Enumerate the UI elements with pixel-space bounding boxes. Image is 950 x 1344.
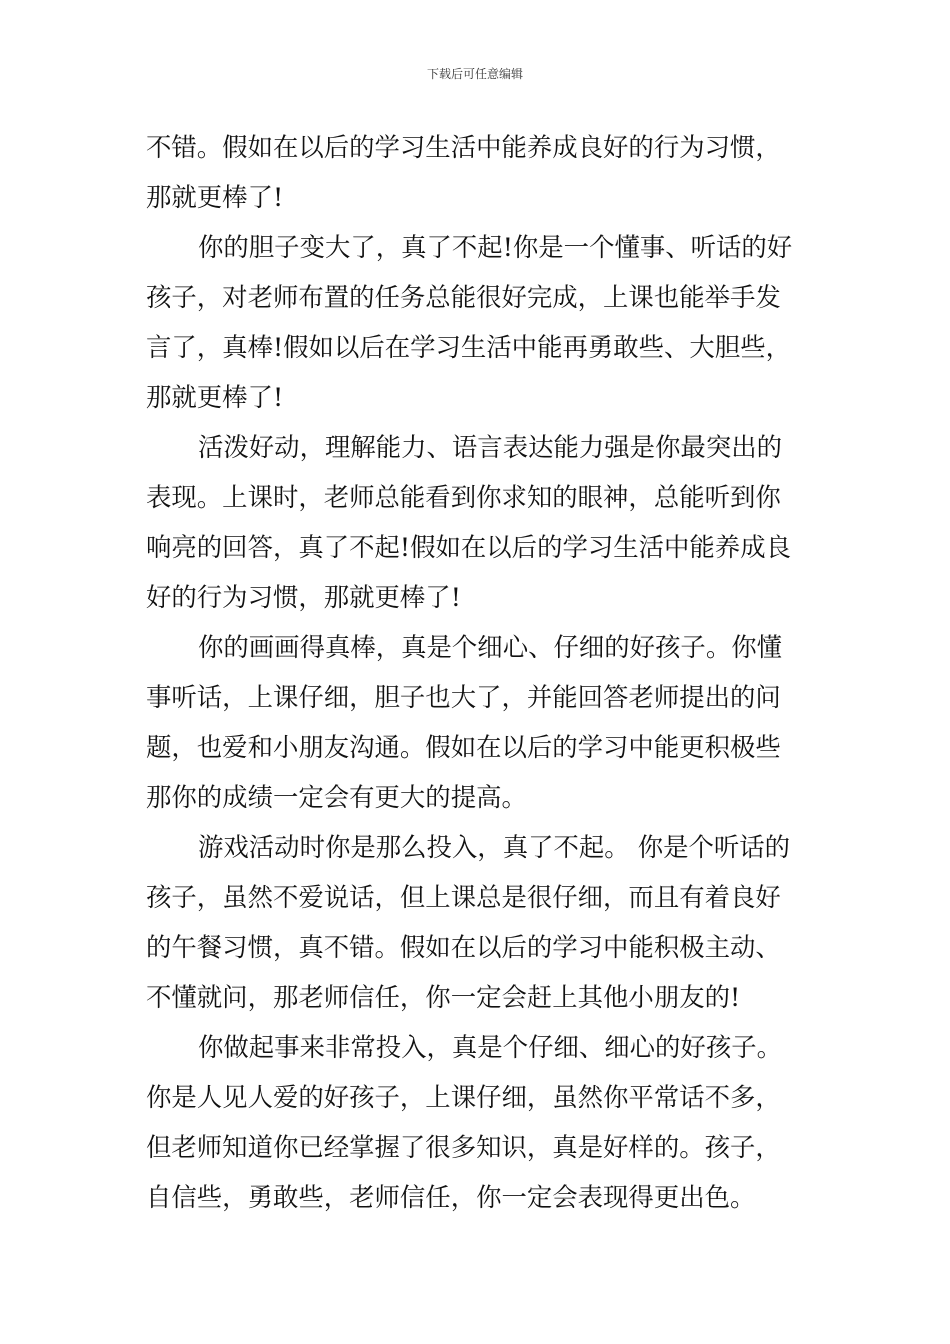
text-line: 活泼好动，理解能力、语言表达能力强是你最突出的 xyxy=(198,432,782,462)
text-line: 那你的成绩一定会有更大的提高。 xyxy=(146,782,527,812)
paragraph xyxy=(146,622,806,822)
text-line: 你的胆子变大了，真了不起!你是一个懂事、听话的好 xyxy=(198,232,793,262)
text-line: 你的画画得真棒，真是个细心、仔细的好孩子。你懂 xyxy=(198,632,782,662)
text-line: 响亮的回答，真了不起!假如在以后的学习生活中能养成良 xyxy=(146,532,791,562)
text-line: 那就更棒了! xyxy=(146,382,284,412)
text-line: 那就更棒了! xyxy=(146,182,284,212)
text-line: 你做起事来非常投入，真是个仔细、细心的好孩子。 xyxy=(198,1032,782,1062)
paragraph xyxy=(146,822,806,1022)
text-line: 的午餐习惯，真不错。假如在以后的学习中能积极主动、 xyxy=(146,932,781,962)
document-body xyxy=(146,122,806,1222)
text-line: 事听话，上课仔细，胆子也大了，并能回答老师提出的问 xyxy=(146,682,781,712)
text-line: 但老师知道你已经掌握了很多知识，真是好样的。孩子， xyxy=(146,1132,781,1162)
text-line: 好的行为习惯，那就更棒了! xyxy=(146,582,461,612)
text-line: 不懂就问，那老师信任，你一定会赶上其他小朋友的! xyxy=(146,982,741,1012)
text-line: 不错。假如在以后的学习生活中能养成良好的行为习惯， xyxy=(146,132,781,162)
text-line: 题，也爱和小朋友沟通。假如在以后的学习中能更积极些 xyxy=(146,732,781,762)
text-line: 表现。上课时，老师总能看到你求知的眼神，总能听到你 xyxy=(146,482,781,512)
paragraph xyxy=(146,122,806,222)
text-line: 游戏活动时你是那么投入，真了不起。 你是个听话的 xyxy=(198,832,791,862)
paragraph xyxy=(146,222,806,422)
text-line: 孩子，虽然不爱说话，但上课总是很仔细，而且有着良好 xyxy=(146,882,781,912)
text-line: 自信些，勇敢些，老师信任，你一定会表现得更出色。 xyxy=(146,1182,756,1212)
text-line: 孩子，对老师布置的任务总能很好完成，上课也能举手发 xyxy=(146,282,781,312)
text-line: 言了，真棒!假如以后在学习生活中能再勇敢些、大胆些， xyxy=(146,332,791,362)
text-line: 你是人见人爱的好孩子，上课仔细，虽然你平常话不多， xyxy=(146,1082,781,1112)
paragraph xyxy=(146,1022,806,1222)
page-header: 下载后可任意编辑 xyxy=(426,67,523,81)
paragraph xyxy=(146,422,806,622)
